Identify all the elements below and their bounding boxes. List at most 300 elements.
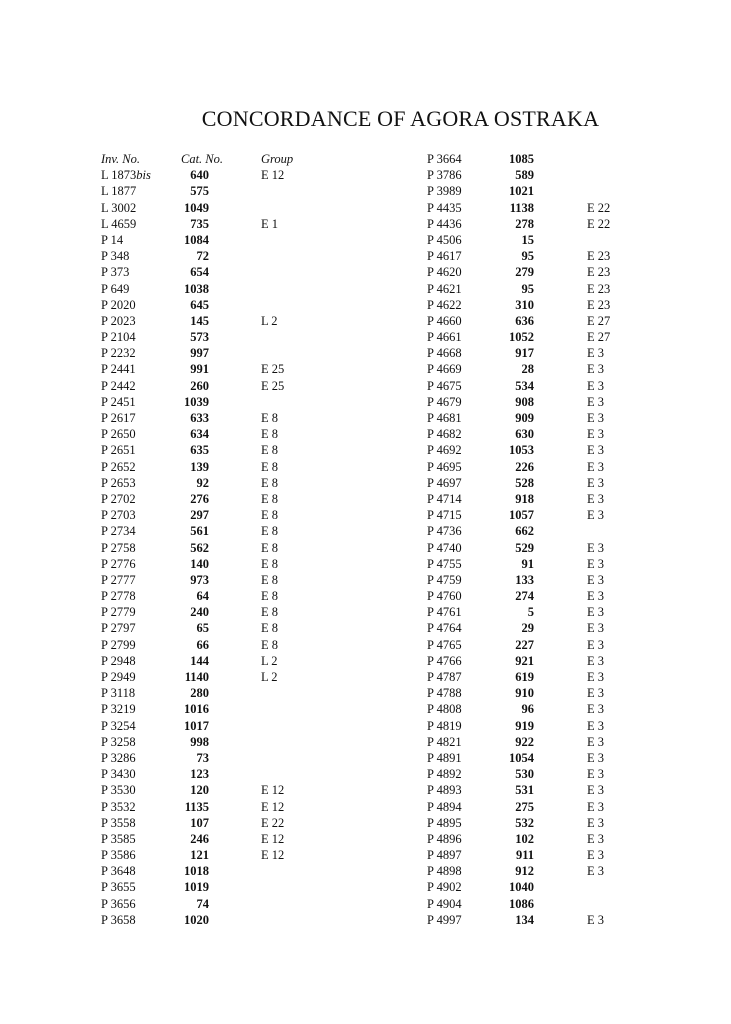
cat-no-cell: 528: [515, 475, 534, 490]
cat-no-cell: 140: [190, 556, 209, 571]
group-cell: E 3: [587, 783, 605, 798]
table-row: [427, 701, 667, 717]
group-cell: L 2: [261, 653, 278, 668]
table-row: [101, 782, 341, 798]
table-row: [427, 378, 667, 394]
inv-no-text: P 3532: [101, 799, 136, 814]
cat-no-cell: 1135: [184, 799, 209, 814]
cat-no-cell: 279: [515, 265, 534, 280]
table-row: [427, 604, 667, 620]
group-cell: E 8: [261, 621, 279, 636]
cat-no-cell: 74: [196, 896, 209, 911]
cat-no-cell: 246: [190, 831, 209, 846]
group-cell: E 3: [587, 864, 605, 879]
table-row: [427, 459, 667, 475]
table-row: [427, 556, 667, 572]
table-row: [427, 248, 667, 264]
cat-no-cell: 909: [515, 411, 534, 425]
group-cell: E 3: [587, 734, 605, 749]
cat-no-cell: 120: [190, 783, 209, 798]
group-cell: E 12: [261, 799, 285, 814]
cat-no-cell: 1049: [184, 200, 209, 215]
inv-no-cell: [101, 685, 135, 701]
cat-no-cell: 102: [515, 831, 534, 846]
cat-no-cell: 28: [521, 362, 534, 377]
group-cell: E 3: [587, 362, 605, 377]
inv-no-cell: [427, 459, 462, 475]
cat-no-cell: 139: [190, 459, 209, 474]
inv-no-text: P 3664: [427, 152, 462, 166]
table-row: [101, 831, 341, 847]
inv-no-text: P 4436: [427, 216, 462, 231]
inv-no-text: P 4668: [427, 346, 462, 361]
inv-no-cell: [101, 475, 136, 491]
cat-no-cell: 662: [515, 524, 534, 539]
cat-no-cell: 227: [515, 637, 534, 652]
cat-no-cell: 534: [515, 378, 534, 393]
table-row: [101, 718, 341, 734]
cat-no-cell: 29: [521, 621, 534, 636]
inv-no-text: P 4821: [427, 734, 462, 749]
inv-no-text: P 4764: [427, 621, 462, 636]
group-cell: E 23: [587, 281, 611, 296]
table-row: [427, 507, 667, 523]
cat-no-cell: 1019: [184, 880, 209, 895]
group-cell: E 8: [261, 540, 279, 555]
inv-no-header: Inv. No.: [101, 152, 140, 166]
group-cell: E 8: [261, 637, 279, 652]
inv-no-cell: [427, 782, 462, 798]
inv-no-text: P 2949: [101, 670, 136, 684]
table-row: [101, 345, 341, 361]
cat-no-cell: 276: [190, 491, 209, 506]
group-cell: E 3: [587, 540, 605, 555]
inv-no-cell: [101, 847, 136, 863]
table-row: [101, 896, 341, 912]
inv-no-text: P 3558: [101, 815, 136, 830]
cat-no-cell: 1085: [509, 152, 534, 166]
group-cell: L 2: [261, 670, 278, 684]
inv-no-text: P 4894: [427, 799, 462, 814]
cat-no-cell: 275: [515, 799, 534, 814]
inv-no-cell: [101, 782, 136, 798]
cat-no-cell: 911: [515, 848, 534, 863]
cat-no-cell: 991: [190, 362, 209, 377]
group-cell: E 3: [587, 605, 605, 620]
inv-no-cell: [101, 523, 136, 539]
inv-no-cell: [427, 378, 462, 394]
group-cell: E 3: [587, 572, 605, 587]
inv-no-cell: [101, 863, 136, 879]
inv-no-cell: [101, 572, 136, 588]
table-row: [427, 410, 667, 426]
table-row: [427, 426, 667, 442]
cat-no-cell: 997: [190, 346, 209, 361]
table-row: [101, 507, 341, 523]
inv-no-cell: [101, 281, 129, 297]
table-row: [101, 297, 341, 313]
cat-no-cell: 1018: [184, 864, 209, 879]
cat-no-cell: 912: [515, 864, 534, 879]
inv-no-cell: [427, 637, 462, 653]
table-row: [101, 879, 341, 895]
cat-no-cell: 133: [515, 572, 534, 587]
inv-no-text: P 4740: [427, 540, 462, 555]
cat-no-cell: 589: [515, 168, 534, 183]
cat-no-cell: 310: [515, 297, 534, 312]
table-row: [101, 216, 341, 232]
inv-no-text: P 4787: [427, 670, 462, 684]
cat-no-cell: 66: [196, 637, 209, 652]
inv-no-cell: [101, 734, 136, 750]
inv-no-text: P 2451: [101, 394, 136, 409]
inv-no-text: P 3254: [101, 718, 136, 733]
inv-no-text: P 4904: [427, 896, 462, 911]
inv-no-text: P 4622: [427, 297, 462, 312]
inv-no-cell: [427, 329, 462, 345]
cat-no-cell: 65: [196, 621, 209, 636]
table-row: [427, 912, 667, 928]
group-cell: E 23: [587, 297, 611, 312]
table-row: [427, 475, 667, 491]
group-cell: E 8: [261, 459, 279, 474]
inv-no-text: P 3118: [101, 686, 136, 701]
inv-no-cell: [427, 604, 462, 620]
inv-no-cell: [427, 313, 462, 329]
inv-no-cell: [427, 847, 462, 863]
group-cell: E 3: [587, 491, 605, 506]
inv-no-cell: [101, 620, 136, 636]
inv-no-cell: [101, 378, 136, 394]
table-row: [101, 863, 341, 879]
inv-no-text: P 2777: [101, 572, 136, 587]
group-cell: E 23: [587, 265, 611, 280]
table-row: [427, 297, 667, 313]
inv-no-cell: [101, 556, 136, 572]
table-row: [101, 620, 341, 636]
table-row: [427, 313, 667, 329]
group-cell: E 3: [587, 670, 605, 684]
cat-no-cell: 530: [515, 767, 534, 782]
inv-no-cell: [101, 766, 136, 782]
inv-no-cell: [427, 345, 462, 361]
table-row: [427, 572, 667, 588]
group-cell: E 3: [587, 427, 605, 442]
inv-no-text: P 2702: [101, 491, 136, 506]
cat-no-cell: 1052: [509, 330, 534, 345]
cat-no-cell: 636: [515, 313, 534, 328]
group-cell: E 3: [587, 346, 605, 361]
table-row: [427, 750, 667, 766]
group-cell: E 22: [587, 216, 611, 231]
table-row: [101, 329, 341, 345]
inv-no-text: P 14: [101, 232, 124, 247]
inv-no-text: P 2779: [101, 605, 136, 620]
inv-no-cell: [427, 734, 462, 750]
inv-no-cell: [427, 831, 462, 847]
inv-no-cell: [101, 183, 136, 199]
inv-no-cell: [427, 297, 462, 313]
table-row: [101, 264, 341, 280]
cat-no-cell: 575: [190, 184, 209, 199]
table-row: [101, 459, 341, 475]
cat-no-cell: 654: [190, 265, 209, 280]
group-cell: E 8: [261, 411, 279, 425]
cat-no-cell: 72: [196, 249, 209, 264]
inv-no-text: P 3430: [101, 767, 136, 782]
table-row: [427, 329, 667, 345]
cat-no-cell: 5: [527, 605, 534, 620]
table-row: [101, 766, 341, 782]
inv-no-cell: [427, 912, 462, 928]
cat-no-cell: 1084: [184, 232, 209, 247]
inv-no-text: P 4893: [427, 783, 462, 798]
inv-no-cell: [427, 896, 462, 912]
inv-no-cell: [101, 604, 136, 620]
inv-no-text: P 3286: [101, 750, 136, 765]
group-cell: E 8: [261, 605, 279, 620]
table-row: [101, 685, 341, 701]
table-row: [427, 216, 667, 232]
group-cell: E 25: [261, 362, 285, 377]
inv-no-text: P 2776: [101, 556, 136, 571]
inv-no-cell: [427, 442, 462, 458]
group-cell: E 25: [261, 378, 285, 393]
table-row: [101, 912, 341, 928]
inv-no-cell: [101, 232, 123, 248]
table-row: [101, 572, 341, 588]
inv-no-text: L 1873: [101, 168, 137, 183]
group-cell: E 3: [587, 750, 605, 765]
cat-no-cell: 1040: [509, 880, 534, 895]
cat-no-cell: 1086: [509, 896, 534, 911]
table-row: [101, 588, 341, 604]
group-cell: E 3: [587, 637, 605, 652]
inv-no-text: P 3585: [101, 831, 136, 846]
cat-no-cell: 297: [190, 508, 209, 523]
right-column: [427, 151, 667, 928]
table-row: [427, 831, 667, 847]
cat-no-cell: 633: [190, 411, 209, 425]
inv-no-text: P 4661: [427, 330, 462, 345]
left-table-body: [101, 167, 341, 928]
inv-no-cell: [101, 507, 136, 523]
table-row: [101, 475, 341, 491]
inv-no-text: P 3656: [101, 896, 136, 911]
inv-no-text: P 4714: [427, 491, 462, 506]
inv-no-cell: [427, 540, 462, 556]
group-cell: E 27: [587, 313, 611, 328]
group-cell: E 3: [587, 831, 605, 846]
group-cell: E 3: [587, 653, 605, 668]
cat-no-cell: 531: [515, 783, 534, 798]
inv-no-text: P 2020: [101, 297, 136, 312]
inv-no-text: P 4617: [427, 249, 462, 264]
table-row: [427, 815, 667, 831]
group-cell: E 3: [587, 621, 605, 636]
inv-no-cell: [101, 912, 136, 928]
inv-no-text: L 1877: [101, 184, 137, 199]
cat-no-cell: 123: [190, 767, 209, 782]
inv-no-cell: [427, 653, 462, 669]
table-row: [101, 540, 341, 556]
inv-no-cell: [427, 394, 462, 410]
inv-no-text: P 4679: [427, 394, 462, 409]
inv-no-text: P 373: [101, 265, 130, 280]
inv-no-text: P 348: [101, 249, 130, 264]
inv-no-text: P 2652: [101, 459, 136, 474]
inv-no-text: P 4765: [427, 637, 462, 652]
cat-no-cell: 735: [190, 216, 209, 231]
table-row: [101, 426, 341, 442]
inv-no-text: P 2650: [101, 427, 136, 442]
cat-no-cell: 226: [515, 459, 534, 474]
inv-no-text: P 2442: [101, 378, 136, 393]
inv-no-text: P 4759: [427, 572, 462, 587]
group-cell: E 3: [587, 508, 605, 523]
table-row: [427, 685, 667, 701]
group-cell: E 27: [587, 330, 611, 345]
inv-no-text: P 4692: [427, 443, 462, 458]
inv-no-cell: [427, 620, 462, 636]
inv-no-cell: [101, 459, 136, 475]
group-cell: E 8: [261, 475, 279, 490]
inv-no-text: P 4435: [427, 200, 462, 215]
inv-no-cell: [101, 637, 136, 653]
right-table-body: [427, 151, 667, 928]
cat-no-cell: 260: [190, 378, 209, 393]
table-row: [101, 281, 341, 297]
table-row: [101, 750, 341, 766]
table-row: [101, 734, 341, 750]
table-row: [101, 167, 341, 183]
group-cell: E 1: [261, 216, 279, 231]
inv-no-cell: [427, 701, 462, 717]
inv-no-text: P 4755: [427, 556, 462, 571]
inv-no-cell: [101, 653, 136, 669]
inv-no-text: P 4669: [427, 362, 462, 377]
cat-no-cell: 1138: [509, 200, 534, 215]
inv-no-text: P 4682: [427, 427, 462, 442]
cat-no-cell: 919: [515, 718, 534, 733]
group-cell: E 3: [587, 767, 605, 782]
table-row: [427, 183, 667, 199]
group-cell: E 8: [261, 427, 279, 442]
group-cell: E 3: [587, 702, 605, 717]
table-row: [427, 151, 667, 167]
left-column: [101, 151, 341, 928]
inv-no-text: P 4788: [427, 686, 462, 701]
table-row: [427, 361, 667, 377]
group-cell: E 3: [587, 475, 605, 490]
table-row: [101, 604, 341, 620]
cat-no-cell: 95: [521, 281, 534, 296]
inv-no-text: P 4895: [427, 815, 462, 830]
inv-no-cell: [101, 345, 136, 361]
cat-no-cell: 908: [515, 394, 534, 409]
cat-no-cell: 121: [190, 848, 209, 863]
inv-no-cell: [427, 475, 462, 491]
cat-no-cell: 1053: [509, 443, 534, 458]
column-header-row: [101, 151, 341, 167]
table-row: [427, 264, 667, 280]
group-cell: E 3: [587, 443, 605, 458]
cat-no-cell: 1021: [509, 184, 534, 199]
cat-no-cell: 645: [190, 297, 209, 312]
cat-no-cell: 240: [190, 605, 209, 620]
group-cell: E 3: [587, 589, 605, 604]
inv-no-cell: [427, 669, 462, 685]
inv-no-cell: [101, 394, 136, 410]
inv-no-text: P 2617: [101, 411, 136, 425]
table-row: [101, 313, 341, 329]
inv-no-text: P 3658: [101, 912, 136, 927]
group-cell: E 8: [261, 572, 279, 587]
group-cell: E 12: [261, 848, 285, 863]
inv-no-cell: [427, 200, 462, 216]
inv-no-cell: [101, 313, 136, 329]
table-row: [427, 718, 667, 734]
table-row: [427, 491, 667, 507]
inv-no-cell: [427, 361, 462, 377]
table-row: [101, 378, 341, 394]
group-cell: E 8: [261, 524, 279, 539]
table-row: [101, 847, 341, 863]
inv-no-cell: [101, 426, 136, 442]
inv-no-text: P 4891: [427, 750, 462, 765]
inv-no-cell: [101, 831, 136, 847]
inv-no-text: P 2758: [101, 540, 136, 555]
group-cell: E 23: [587, 249, 611, 264]
cat-no-cell: 634: [190, 427, 209, 442]
table-row: [427, 799, 667, 815]
group-cell: E 8: [261, 508, 279, 523]
table-row: [101, 523, 341, 539]
cat-no-cell: 1038: [184, 281, 209, 296]
cat-no-cell: 1017: [184, 718, 209, 733]
table-row: [427, 847, 667, 863]
table-row: [101, 442, 341, 458]
inv-no-cell: [427, 248, 462, 264]
inv-no-cell: [427, 750, 462, 766]
inv-no-cell: [101, 361, 136, 377]
table-row: [101, 410, 341, 426]
cat-no-cell: 1039: [184, 394, 209, 409]
inv-no-cell: [427, 232, 462, 248]
inv-no-cell: [427, 879, 462, 895]
table-row: [427, 588, 667, 604]
cat-no-cell: 15: [521, 232, 534, 247]
cat-no-cell: 278: [515, 216, 534, 231]
inv-no-text: P 4715: [427, 508, 462, 523]
table-row: [101, 248, 341, 264]
inv-no-text: P 4736: [427, 524, 462, 539]
inv-no-cell: [427, 264, 462, 280]
inv-no-text: P 4892: [427, 767, 462, 782]
group-cell: E 12: [261, 168, 285, 183]
cat-no-cell: 1057: [509, 508, 534, 523]
cat-no-cell: 145: [190, 313, 209, 328]
inv-no-text: L 4659: [101, 216, 137, 231]
inv-no-cell: [101, 718, 136, 734]
inv-no-cell: [427, 491, 462, 507]
inv-no-cell: [101, 896, 136, 912]
inv-no-text: P 649: [101, 281, 130, 296]
group-cell: E 3: [587, 848, 605, 863]
inv-no-text: P 2948: [101, 653, 136, 668]
cat-no-cell: 280: [190, 686, 209, 701]
inv-no-cell: [427, 863, 462, 879]
